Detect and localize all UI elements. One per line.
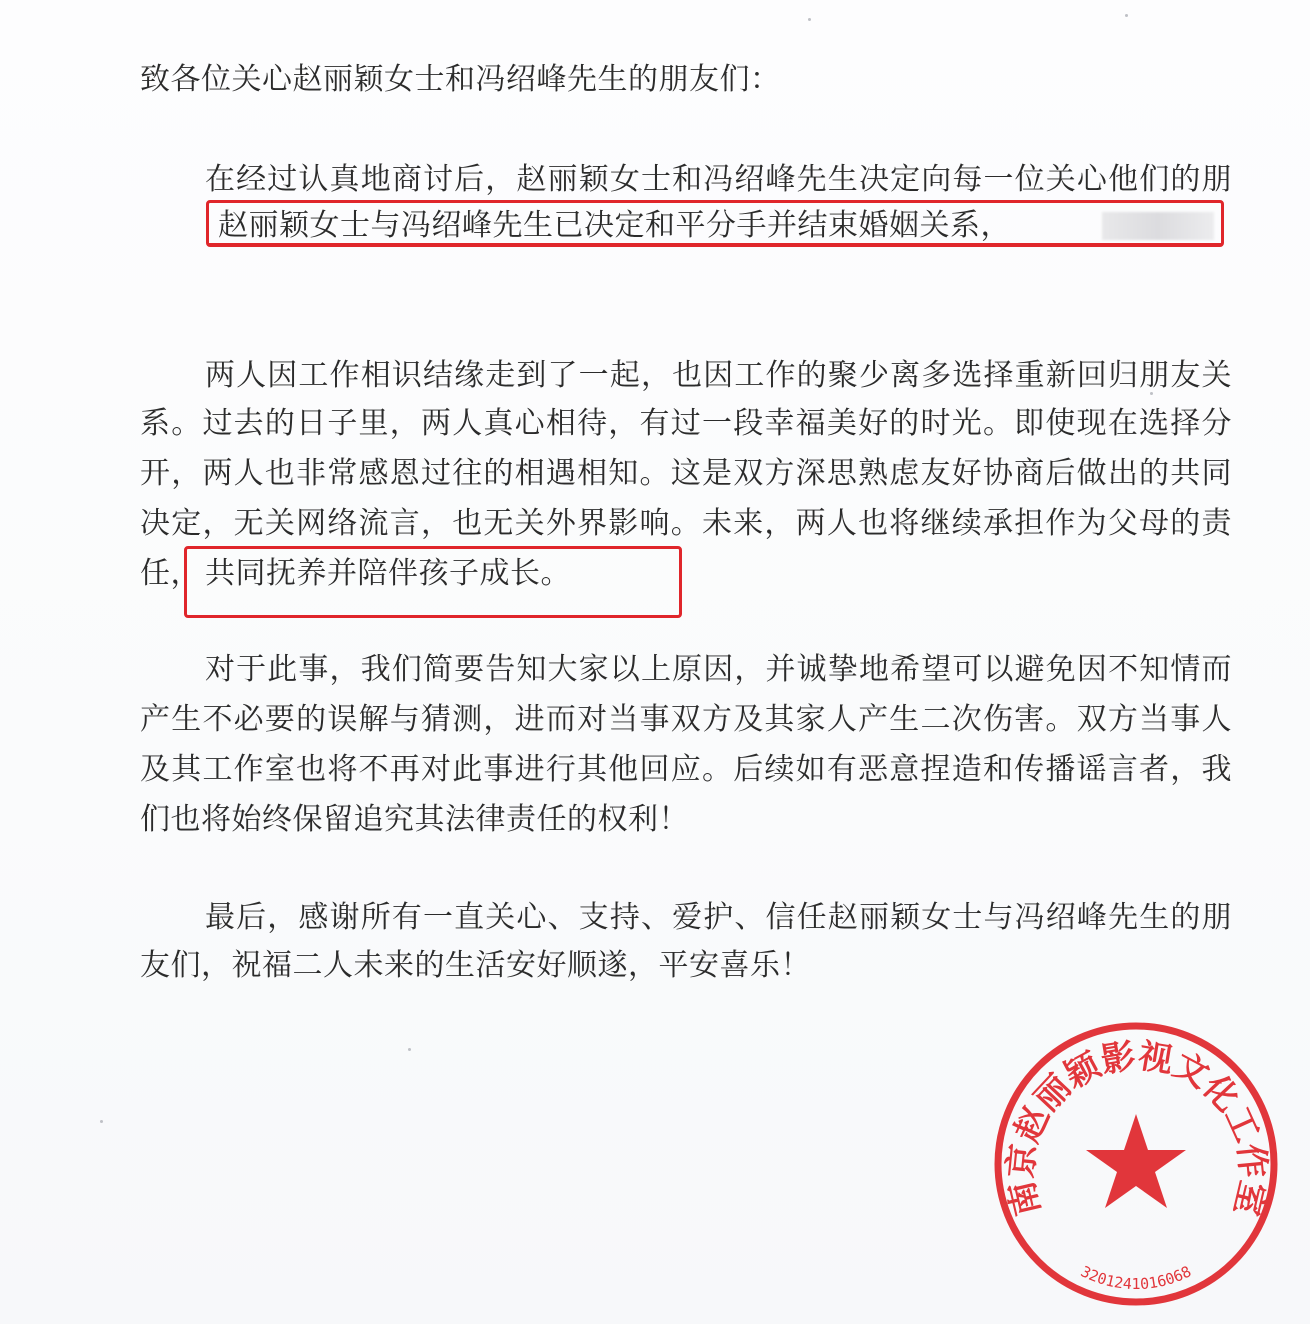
seal-graphic (990, 1018, 1282, 1310)
para3-line3: 及其工作室也将不再对此事进行其他回应。后续如有恶意捏造和传播谣言者，我 (140, 752, 1232, 787)
seal-number: 3201241016068 (1077, 1262, 1195, 1294)
para2-line5-start: 任， (140, 556, 201, 591)
para2-line5-highlight: 共同抚养并陪伴孩子成长。 (205, 556, 571, 591)
para2-line1: 两人因工作相识结缘走到了一起，也因工作的聚少离多选择重新回归朋友关 (205, 358, 1232, 393)
para1-line2: 赵丽颖女士与冯绍峰先生已决定和平分手并结束婚姻关系， (218, 208, 1011, 243)
highlight-box-children (184, 546, 682, 618)
seal-text: 南京赵丽颖影视文化工作室 (1000, 1036, 1274, 1220)
scan-speck (1125, 14, 1128, 17)
para3-line2: 产生不必要的误解与猜测，进而对当事双方及其家人产生二次伤害。双方当事人 (140, 702, 1232, 737)
scan-speck (408, 1048, 411, 1051)
official-seal (990, 1018, 1282, 1310)
para3-line1: 对于此事，我们简要告知大家以上原因，并诚挚地希望可以避免因不知情而 (205, 652, 1232, 687)
para2-line2: 系。过去的日子里，两人真心相待，有过一段幸福美好的时光。即使现在选择分 (140, 406, 1232, 441)
para1-line1: 在经过认真地商讨后，赵丽颖女士和冯绍峰先生决定向每一位关心他们的朋 (205, 162, 1232, 197)
scan-speck (100, 1120, 103, 1123)
para4-line2: 友们，祝福二人未来的生活安好顺遂，平安喜乐！ (140, 948, 811, 983)
para4-line1: 最后，感谢所有一直关心、支持、爱护、信任赵丽颖女士与冯绍峰先生的朋 (205, 900, 1232, 935)
para2-line3: 开，两人也非常感恩过往的相遇相知。这是双方深思熟虑友好协商后做出的共同 (140, 456, 1232, 491)
para2-line4: 决定，无关网络流言，也无关外界影响。未来，两人也将继续承担作为父母的责 (140, 506, 1232, 541)
highlight-box-announcement (206, 200, 1224, 247)
greeting: 致各位关心赵丽颖女士和冯绍峰先生的朋友们： (140, 62, 781, 97)
seal-star-icon (1086, 1114, 1186, 1208)
scan-speck (808, 18, 811, 21)
para3-line4: 们也将始终保留追究其法律责任的权利！ (140, 802, 689, 837)
